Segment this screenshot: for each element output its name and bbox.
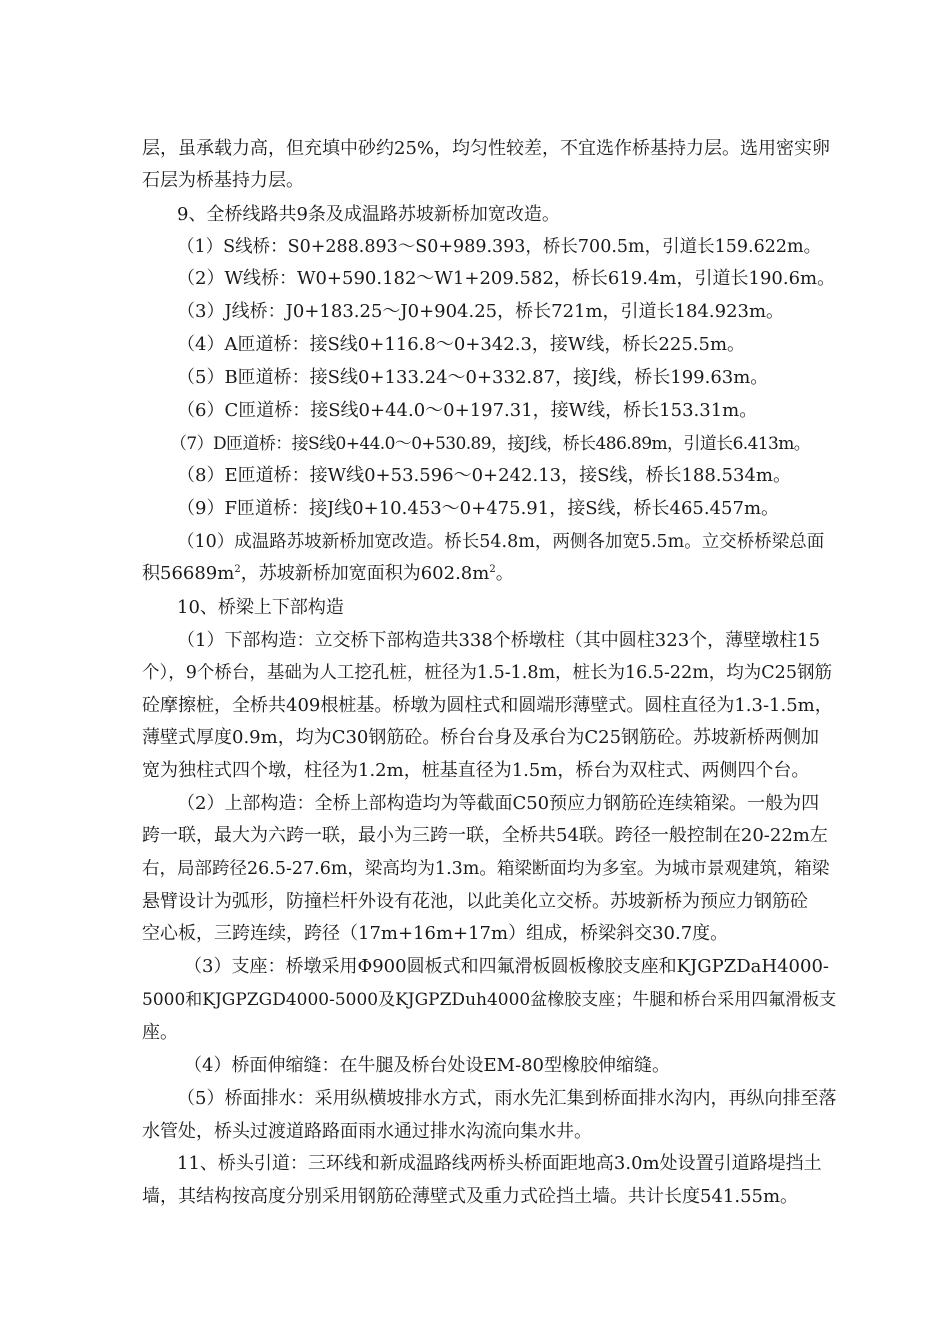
area-line (142, 562, 514, 586)
list-item: （2）W线桥：W0+590.182～W1+209.582，桥长619.4m，引道长190.6m。 (177, 268, 836, 289)
list-item: （4）A匝道桥：接S线0+116.8～0+342.3，接W线，桥长225.5m。 (177, 334, 746, 355)
section-heading: 9、全桥线路共9条及成温路苏坡新桥加宽改造。 (177, 204, 560, 225)
paragraph-line: 石层为桥基持力层。 (142, 170, 304, 191)
list-item: （8）E匝道桥：接W线0+53.596～0+242.13，接S线，桥长188.534m。 (177, 465, 791, 486)
paragraph-line: （1）下部构造：立交桥下部构造共338个桥墩柱（其中圆柱323个，薄壁墩柱15 (177, 630, 821, 651)
paragraph-line: 水管处，桥头过渡道路路面雨水通过排水沟流向集水井。 (142, 1121, 592, 1142)
paragraph-line: （4）桥面伸缩缝：在牛腿及桥台处设EM-80型橡胶伸缩缝。 (184, 1055, 671, 1076)
superscript: 2 (234, 564, 241, 575)
paragraph-line: （3）支座：桥墩采用Φ900圆板式和四氟滑板圆板橡胶支座和KJGPZDaH4000- (184, 956, 829, 977)
list-item: （5）B匝道桥：接S线0+133.24～0+332.87，接J线，桥长199.63m。 (177, 367, 769, 388)
paragraph-line: 个），9个桥台，基础为人工挖孔桩，桩径为1.5-1.8m，桩长为16.5-22m，均为C25钢筋 (142, 663, 832, 683)
list-item: （6）C匝道桥：接S线0+44.0～0+197.31，接W线，桥长153.31m。 (177, 400, 758, 421)
paragraph-line: 座。 (142, 1022, 178, 1043)
list-item: （7）D匝道桥：接S线0+44.0～0+530.89，接J线，桥长486.89m，引道长6.413m。 (170, 434, 811, 454)
section-heading: 11、桥头引道：三环线和新成温路线两桥头桥面距地高3.0m处设置引道路堤挡土 (177, 1153, 822, 1174)
list-item: （3）J线桥：J0+183.25～J0+904.25，桥长721m，引道长184.923m。 (177, 301, 785, 322)
paragraph-line: 层，虽承载力高，但充填中砂约25%，均匀性较差，不宜选作桥基持力层。选用密实卵 (142, 138, 831, 159)
area-text-2: ，苏坡新桥加宽面积为602.8m (240, 563, 490, 584)
area-text-1: 积56689m (142, 563, 235, 584)
paragraph-line: （2）上部构造：全桥上部构造均为等截面C50预应力钢筋砼连续箱梁。一般为四 (177, 793, 820, 814)
paragraph-line: 宽为独柱式四个墩，柱径为1.2m，桩基直径为1.5m，桥台为双柱式、两侧四个台。 (142, 760, 810, 781)
paragraph-line: 右，局部跨径26.5-27.6m，梁高均为1.3m。箱梁断面均为多室。为城市景观建筑，箱梁 (142, 859, 830, 879)
paragraph-line: 墙，其结构按高度分别采用钢筋砼薄壁式及重力式砼挡土墙。共计长度541.55m。 (142, 1186, 799, 1207)
section-heading: 10、桥梁上下部构造 (177, 597, 344, 618)
paragraph-line: 5000和KJGPZGD4000-5000及KJGPZDuh4000盆橡胶支座；牛腿和桥台采用四氟滑板支 (142, 990, 837, 1010)
area-text-3: 。 (495, 563, 514, 584)
paragraph-line: 空心板，三跨连续，跨径（17m+16m+17m）组成，桥梁斜交30.7度。 (142, 923, 729, 944)
list-item: （1）S线桥：S0+288.893～S0+989.393，桥长700.5m，引道长159.622m。 (177, 237, 822, 257)
paragraph-line: 薄壁式厚度0.9m，均为C30钢筋砼。桥台台身及承台为C25钢筋砼。苏坡新桥两侧加 (142, 727, 820, 748)
superscript: 2 (489, 564, 496, 575)
paragraph-line: 砼摩擦桩，全桥共409根桩基。桥墩为圆柱式和圆端形薄壁式。圆柱直径为1.3-1.5m， (142, 695, 833, 716)
paragraph-line: 跨一联，最大为六跨一联，最小为三跨一联，全桥共54联。跨径一般控制在20-22m左 (142, 825, 828, 846)
paragraph-line: 悬臂设计为弧形，防撞栏杆外设有花池，以此美化立交桥。苏坡新桥为预应力钢筋砼 (142, 891, 808, 912)
list-item: （10）成温路苏坡新桥加宽改造。桥长54.8m，两侧各加宽5.5m。立交桥桥梁总面 (177, 532, 825, 552)
list-item: （9）F匝道桥：接J线0+10.453～0+475.91，接S线，桥长465.457m。 (177, 498, 780, 519)
paragraph-line: （5）桥面排水：采用纵横坡排水方式，雨水先汇集到桥面排水沟内，再纵向排至落 (177, 1088, 837, 1109)
